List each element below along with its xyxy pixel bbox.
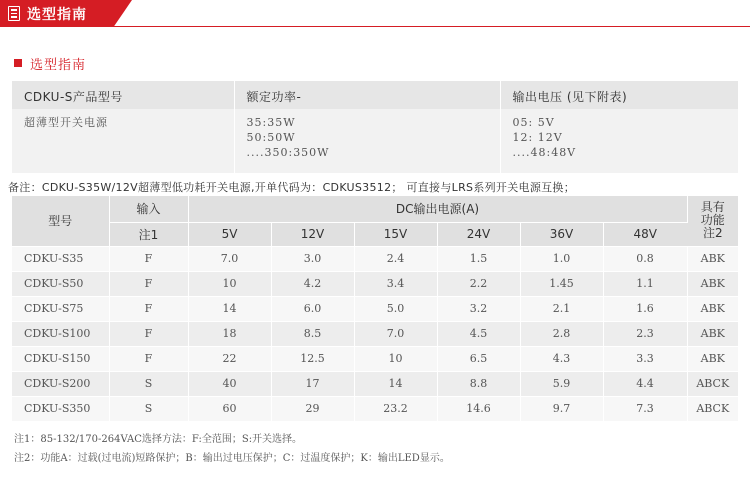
footnote-function: 注2：功能A：过载(过电流)短路保护；B：输出过电压保护；C：过温度保护；K：输出LED显示。 — [14, 453, 450, 464]
header-function-line: 功能 — [700, 213, 725, 228]
row-function: ABK — [687, 321, 738, 346]
row-function: ABK — [687, 271, 738, 296]
row-function: ABCK — [687, 371, 738, 396]
header-voltage: 15V — [354, 222, 437, 246]
row-value: 4.4 — [603, 371, 687, 396]
header-input-note: 注1 — [109, 222, 188, 246]
header-divider — [0, 26, 750, 27]
row-value: 2.8 — [520, 321, 603, 346]
row-value: 6.5 — [437, 346, 520, 371]
row-value: 18 — [188, 321, 271, 346]
row-value: 8.5 — [271, 321, 354, 346]
product-code-table — [12, 81, 738, 173]
header-function-line: 具有 — [700, 200, 725, 215]
spec-table — [12, 196, 738, 422]
header-voltage: 24V — [437, 222, 520, 246]
header-voltage: 36V — [520, 222, 603, 246]
row-input: F — [109, 296, 188, 321]
row-value: 60 — [188, 396, 271, 421]
header-dc-output: DC输出电源(A) — [188, 196, 687, 222]
row-value: 5.9 — [520, 371, 603, 396]
power-code: 35:35W — [246, 116, 296, 129]
row-value: 22 — [188, 346, 271, 371]
row-model: CDKU-S75 — [12, 296, 109, 321]
page-header — [0, 0, 750, 27]
table-row — [12, 371, 738, 396]
spec-header-row-1 — [12, 196, 738, 222]
row-input: F — [109, 271, 188, 296]
row-function: ABK — [687, 346, 738, 371]
row-function: ABCK — [687, 396, 738, 421]
row-value: 0.8 — [603, 246, 687, 271]
row-value: 1.45 — [520, 271, 603, 296]
row-value: 14 — [188, 296, 271, 321]
header-voltage: 12V — [271, 222, 354, 246]
voltage-code: 12: 12V — [512, 131, 563, 144]
row-value: 9.7 — [520, 396, 603, 421]
voltage-code-cell — [500, 109, 738, 173]
row-value: 2.2 — [437, 271, 520, 296]
row-value: 3.2 — [437, 296, 520, 321]
product-type-cell — [12, 109, 234, 173]
row-value: 23.2 — [354, 396, 437, 421]
header-function-line: 注2 — [702, 226, 723, 241]
table-row — [12, 246, 738, 271]
power-code: ....350:350W — [246, 146, 330, 159]
row-value: 14.6 — [437, 396, 520, 421]
product-table-body — [12, 109, 738, 173]
table-row — [12, 296, 738, 321]
power-code-cell — [234, 109, 500, 173]
header-voltage: 输出电压 (见下附表) — [500, 81, 738, 109]
row-model: CDKU-S200 — [12, 371, 109, 396]
row-value: 1.0 — [520, 246, 603, 271]
table-row — [12, 271, 738, 296]
row-value: 40 — [188, 371, 271, 396]
row-value: 29 — [271, 396, 354, 421]
row-value: 7.0 — [188, 246, 271, 271]
row-input: F — [109, 321, 188, 346]
product-type: 超薄型开关电源 — [24, 116, 108, 129]
row-model: CDKU-S50 — [12, 271, 109, 296]
row-value: 1.5 — [437, 246, 520, 271]
row-model: CDKU-S35 — [12, 246, 109, 271]
row-value: 1.6 — [603, 296, 687, 321]
table-row — [12, 346, 738, 371]
table-row — [12, 396, 738, 421]
remark-note: 备注：CDKU-S35W/12V超薄型低功耗开关电源,开单代码为：CDKUS3512； 可直接与LRS系列开关电源互换； — [8, 181, 576, 194]
row-function: ABK — [687, 296, 738, 321]
row-model: CDKU-S350 — [12, 396, 109, 421]
square-bullet-icon — [14, 59, 22, 67]
row-value: 4.3 — [520, 346, 603, 371]
spec-header-row-2 — [12, 222, 738, 246]
footnote-input: 注1：85-132/170-264VAC选择方法：F:全范围；S:开关选择。 — [14, 434, 303, 445]
product-table-header — [12, 81, 738, 109]
row-value: 1.1 — [603, 271, 687, 296]
header-function — [687, 196, 738, 246]
section-title — [14, 55, 86, 71]
row-value: 6.0 — [271, 296, 354, 321]
row-value: 2.4 — [354, 246, 437, 271]
header-title: 选型指南 — [27, 7, 87, 23]
header-voltage: 48V — [603, 222, 687, 246]
row-value: 17 — [271, 371, 354, 396]
row-input: F — [109, 346, 188, 371]
table-row — [12, 321, 738, 346]
power-code: 50:50W — [246, 131, 296, 144]
row-model: CDKU-S150 — [12, 346, 109, 371]
section-title-text: 选型指南 — [30, 57, 87, 73]
row-value: 3.3 — [603, 346, 687, 371]
row-value: 2.3 — [603, 321, 687, 346]
header-power: 额定功率- — [234, 81, 500, 109]
row-value: 7.3 — [603, 396, 687, 421]
row-model: CDKU-S100 — [12, 321, 109, 346]
header-voltage: 5V — [188, 222, 271, 246]
row-value: 3.4 — [354, 271, 437, 296]
header-input: 输入 — [109, 196, 188, 222]
row-input: S — [109, 371, 188, 396]
row-value: 14 — [354, 371, 437, 396]
row-value: 12.5 — [271, 346, 354, 371]
row-input: F — [109, 246, 188, 271]
row-value: 2.1 — [520, 296, 603, 321]
row-input: S — [109, 396, 188, 421]
row-value: 7.0 — [354, 321, 437, 346]
row-value: 4.2 — [271, 271, 354, 296]
row-value: 10 — [188, 271, 271, 296]
row-value: 8.8 — [437, 371, 520, 396]
row-value: 3.0 — [271, 246, 354, 271]
row-function: ABK — [687, 246, 738, 271]
voltage-code: ....48:48V — [512, 146, 577, 159]
row-value: 10 — [354, 346, 437, 371]
document-list-icon — [8, 6, 20, 21]
header-model: CDKU-S产品型号 — [12, 81, 234, 109]
header-model: 型号 — [12, 196, 109, 246]
row-value: 4.5 — [437, 321, 520, 346]
row-value: 5.0 — [354, 296, 437, 321]
voltage-code: 05: 5V — [512, 116, 555, 129]
